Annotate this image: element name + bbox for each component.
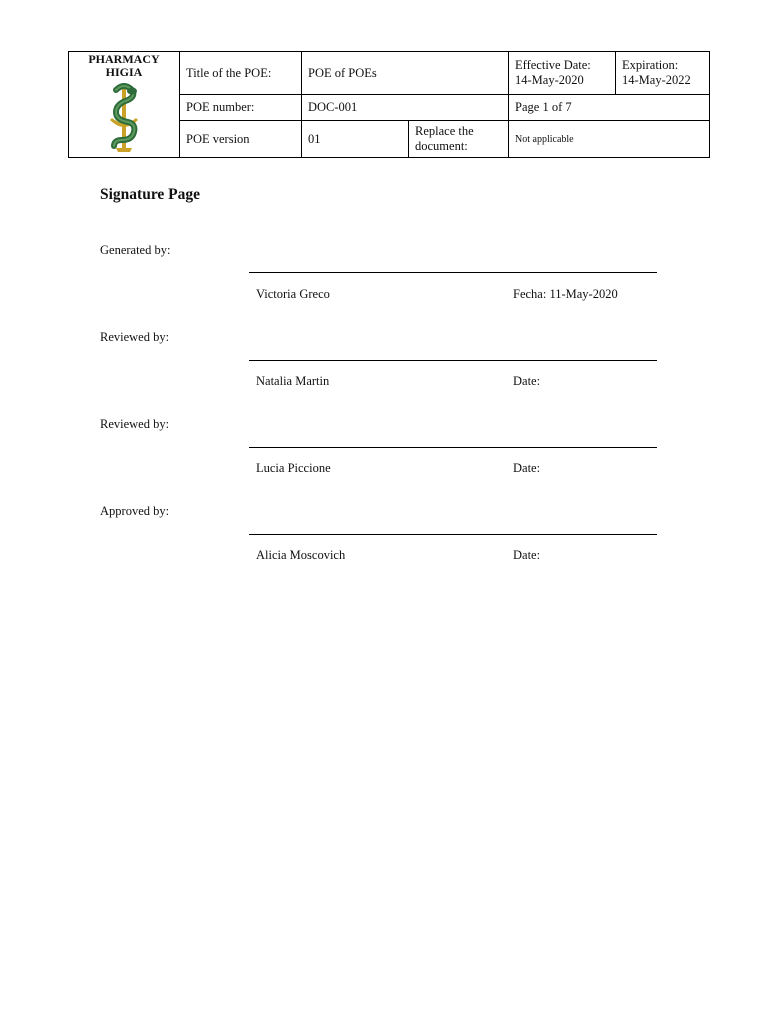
- signer-name: Victoria Greco: [256, 287, 330, 301]
- signer-name: Alicia Moscovich: [256, 548, 346, 562]
- page-info: Page 1 of 7: [515, 100, 572, 114]
- effective-date-cell: [509, 52, 616, 95]
- poe-version-value: 01: [308, 131, 321, 146]
- effective-date-label: Effective Date:: [515, 58, 591, 72]
- signature-line: [249, 447, 657, 448]
- title-value-cell: [302, 52, 509, 95]
- role-label: Reviewed by:: [100, 330, 170, 344]
- poe-version-label-cell: [180, 121, 302, 158]
- replace-label-line1: Replace the: [415, 124, 474, 138]
- signer-name: Lucia Piccione: [256, 461, 331, 475]
- signature-line: [249, 272, 657, 273]
- page-title: Signature Page: [100, 186, 201, 203]
- poe-version-label: POE version: [186, 131, 250, 146]
- replace-label-cell: [409, 121, 509, 158]
- document-header-table: [68, 51, 710, 158]
- expiration-value: 14-May-2022: [622, 73, 691, 87]
- title-label: Title of the POE:: [186, 65, 272, 80]
- signature-date: Date:: [513, 374, 541, 388]
- poe-number-value: DOC-001: [308, 100, 358, 114]
- signature-date: Date:: [513, 461, 541, 475]
- expiration-cell: [616, 52, 710, 95]
- poe-number-label-cell: [180, 95, 302, 121]
- title-label-cell: [180, 52, 302, 95]
- signature-date: Fecha: 11-May-2020: [513, 287, 618, 301]
- poe-number-value-cell: [302, 95, 509, 121]
- poe-number-label: POE number:: [186, 100, 255, 114]
- poe-version-value-cell: [302, 121, 409, 158]
- brand-name-line2: HIGIA: [105, 65, 143, 79]
- expiration-label: Expiration:: [622, 58, 679, 72]
- logo-cell: [69, 52, 180, 158]
- signer-name: Natalia Martin: [256, 374, 330, 388]
- page-info-cell: [509, 95, 710, 121]
- signature-line: [249, 360, 657, 361]
- replace-label-line2: document:: [415, 139, 468, 153]
- effective-date-value: 14-May-2020: [515, 73, 584, 87]
- replace-value-cell: [509, 121, 710, 158]
- caduceus-bowl-of-hygieia-icon: [102, 82, 146, 154]
- role-label: Approved by:: [100, 504, 170, 518]
- role-label: Generated by:: [100, 243, 171, 257]
- signature-date: Date:: [513, 548, 541, 562]
- brand-name-line1: PHARMACY: [88, 52, 160, 66]
- title-value: POE of POEs: [308, 65, 377, 80]
- role-label: Reviewed by:: [100, 417, 170, 431]
- replace-value: Not applicable: [515, 133, 574, 145]
- signature-line: [249, 534, 657, 535]
